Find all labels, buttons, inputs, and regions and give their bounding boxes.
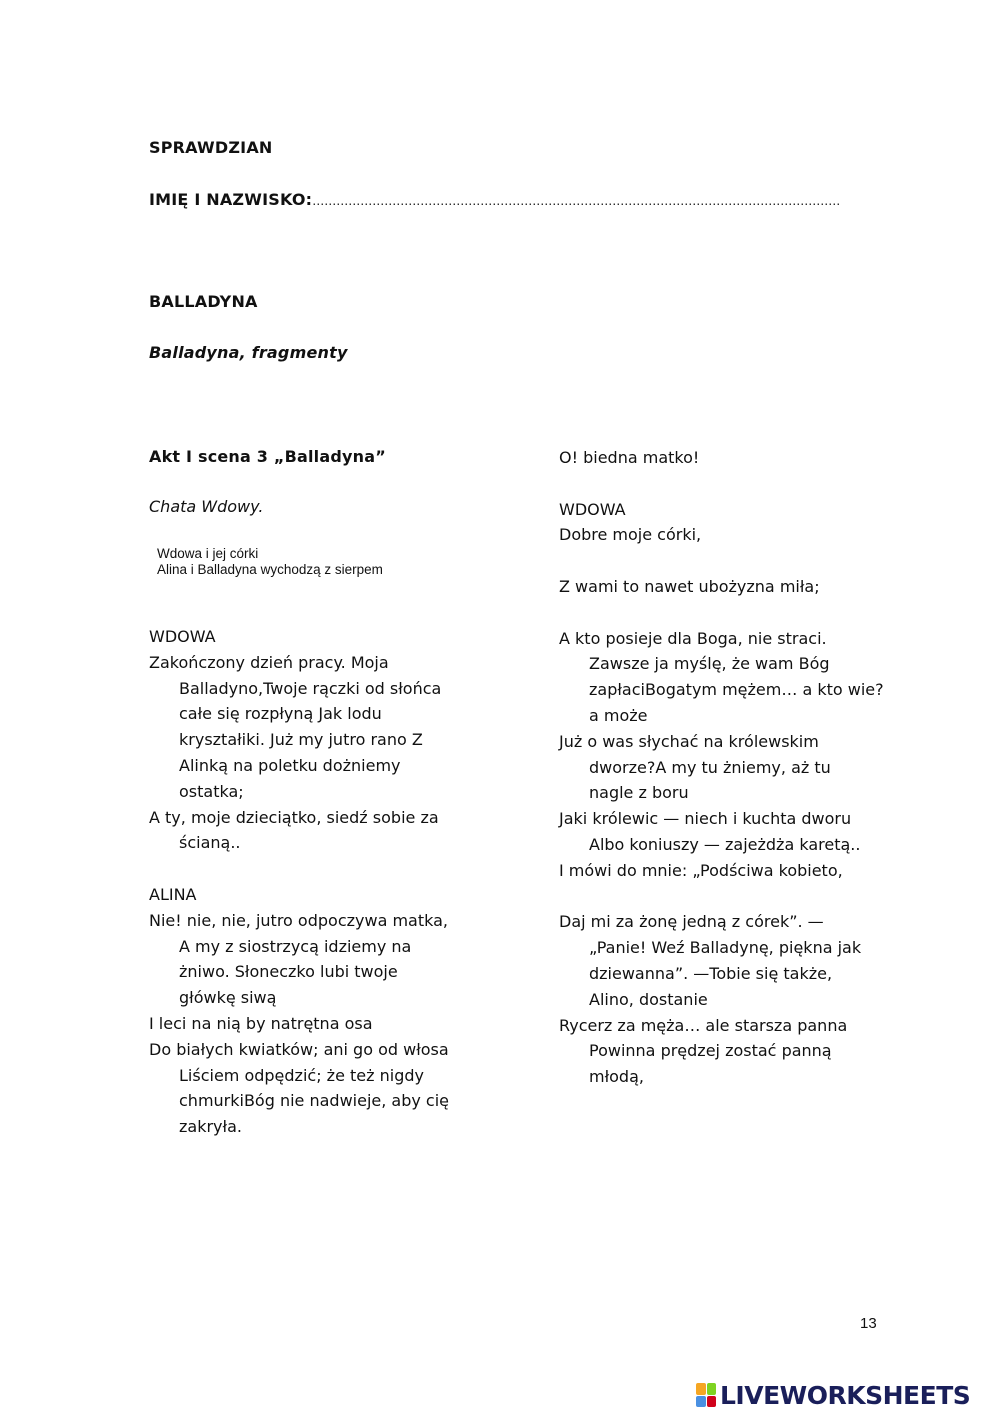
text-line: chmurkiBóg nie nadwieje, aby cię <box>179 1091 450 1111</box>
text-line: WDOWA <box>559 499 626 519</box>
text-line: Powinna prędzej zostać panną <box>589 1041 832 1061</box>
brand-name: LIVEWORKSHEETS <box>720 1380 971 1410</box>
test-title: SPRAWDZIAN <box>149 138 273 157</box>
text-line: WDOWA <box>149 627 216 646</box>
text-line: Alino, dostanie <box>589 989 708 1009</box>
text-line: dziewanna”. —Tobie się także, <box>589 963 833 983</box>
text-line: Zawsze ja myślę, że wam Bóg <box>589 654 830 674</box>
page-number: 13 <box>860 1315 877 1332</box>
text-line: a może <box>589 705 648 725</box>
text-line: ALINA <box>149 884 197 904</box>
text-line: ostatka; <box>179 781 244 801</box>
text-line: Z wami to nawet ubożyzna miła; <box>559 576 820 596</box>
text-line: główkę siwą <box>179 988 277 1008</box>
text-line: Balladyno,Twoje rączki od słońca <box>179 678 442 698</box>
text-line: kryształiki. Już my jutro rano Z <box>179 730 423 750</box>
text-line: I mówi do mnie: „Podściwa kobieto, <box>559 860 843 880</box>
line-spacer <box>559 884 884 910</box>
text-line: „Panie! Weź Balladynę, piękna jak <box>589 938 862 958</box>
subtitle: Balladyna, fragmenty <box>149 343 348 362</box>
right-column-text <box>559 445 884 1090</box>
stage-direction-line: Alina i Balladyna wychodzą z sierpem <box>157 562 383 577</box>
stage-direction <box>157 546 383 578</box>
line-spacer <box>559 471 884 497</box>
name-label: IMIĘ I NAZWISKO <box>149 190 306 209</box>
text-line: A my z siostrzycą idziemy na <box>179 936 412 956</box>
text-line: nagle z boru <box>589 783 689 803</box>
liveworksheets-logo <box>696 1382 970 1408</box>
left-column-text <box>149 624 449 1140</box>
text-line: zakryła. <box>179 1117 242 1137</box>
text-line: zapłaciBogatym mężem… a kto wie? <box>589 680 884 700</box>
text-line: I leci na nią by natrętna osa <box>149 1013 373 1033</box>
scene-heading: Akt I scena 3 „Balladyna” <box>149 447 386 466</box>
text-line: młodą, <box>589 1067 644 1087</box>
stage-direction-line: Wdowa i jej córki <box>157 546 259 561</box>
line-spacer <box>149 856 449 882</box>
text-line: Rycerz za męża… ale starsza panna <box>559 1015 848 1035</box>
logo-icon <box>696 1383 716 1407</box>
text-line: żniwo. Słoneczko lubi twoje <box>179 962 398 982</box>
text-line: Jaki królewic — niech i kuchta dworu <box>559 809 852 829</box>
text-line: Zakończony dzień pracy. Moja <box>149 652 389 672</box>
text-line: Do białych kwiatków; ani go od włosa <box>149 1039 449 1059</box>
line-spacer <box>559 600 884 626</box>
name-colon: : <box>305 190 313 209</box>
text-line: A kto posieje dla Boga, nie straci. <box>559 628 827 648</box>
text-line: ścianą.. <box>179 833 241 853</box>
text-line: A ty, moje dzieciątko, siedź sobie za <box>149 807 439 827</box>
name-dots: …………………………………………………………………………………………………………………… <box>312 194 841 208</box>
text-line: całe się rozpłyną Jak lodu <box>179 704 382 724</box>
text-line: Dobre moje córki, <box>559 525 702 545</box>
text-line: O! biedna matko! <box>559 448 700 467</box>
text-line: Albo koniuszy — zajeżdża karetą.. <box>589 834 861 854</box>
line-spacer <box>559 548 884 574</box>
text-line: Liściem odpędzić; że też nigdy <box>179 1065 424 1085</box>
text-line: dworze?A my tu żniemy, aż tu <box>589 757 831 777</box>
text-line: Daj mi za żonę jedną z córek”. — <box>559 912 824 932</box>
name-field <box>149 190 840 209</box>
text-line: Już o was słychać na królewskim <box>559 731 819 751</box>
place-text: Chata Wdowy. <box>149 497 264 516</box>
section-title: BALLADYNA <box>149 292 258 311</box>
text-line: Nie! nie, nie, jutro odpoczywa matka, <box>149 910 448 930</box>
text-line: Alinką na poletku dożniemy <box>179 755 401 775</box>
